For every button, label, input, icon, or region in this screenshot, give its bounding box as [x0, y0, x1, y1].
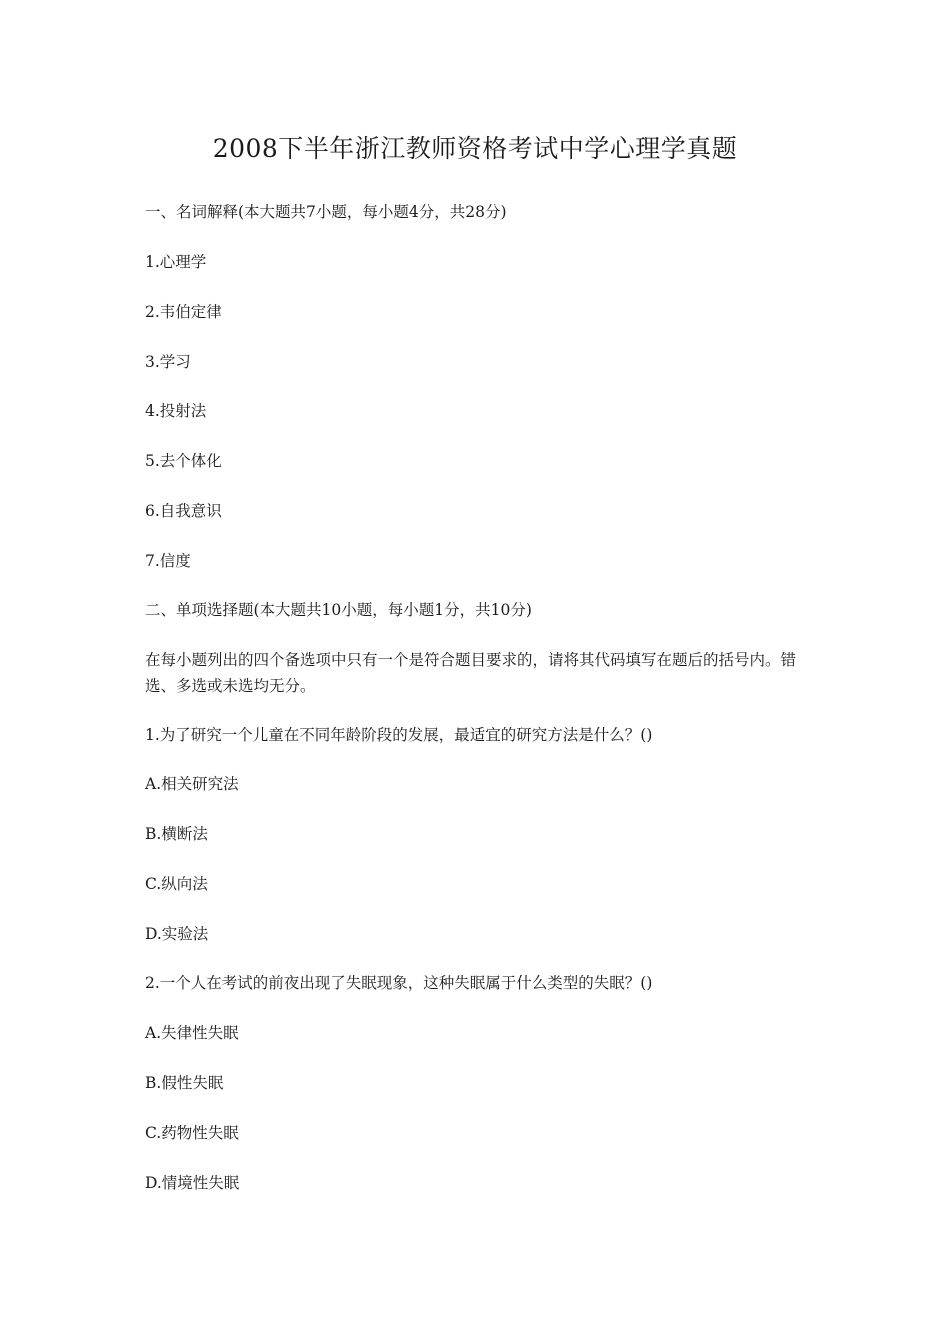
term-item: 1.心理学	[145, 253, 207, 271]
term-item: 6.自我意识	[145, 502, 222, 520]
question-1-option-b: B.横断法	[145, 825, 208, 843]
question-stem-1: 1.为了研究一个儿童在不同年龄阶段的发展，最适宜的研究方法是什么？()	[145, 726, 653, 744]
term-item: 5.去个体化	[145, 452, 222, 470]
section-instruction: 在每小题列出的四个备选项中只有一个是符合题目要求的，请将其代码填写在题后的括号内。错选、多选或未选均无分。	[145, 651, 797, 695]
question-1-option-d: D.实验法	[145, 925, 209, 943]
page-title: 2008下半年浙江教师资格考试中学心理学真题	[212, 134, 738, 163]
question-2-option-c: C.药物性失眠	[145, 1124, 239, 1142]
section-heading-1: 一、名词解释(本大题共7小题，每小题4分，共28分)	[145, 203, 507, 221]
term-item: 7.信度	[145, 552, 191, 570]
term-item: 4.投射法	[145, 402, 207, 420]
question-1-option-c: C.纵向法	[145, 875, 208, 893]
question-stem-2: 2.一个人在考试的前夜出现了失眠现象，这种失眠属于什么类型的失眠？()	[145, 974, 653, 992]
term-item: 2.韦伯定律	[145, 303, 222, 321]
question-2-option-d: D.情境性失眠	[145, 1174, 240, 1192]
question-1-option-a: A.相关研究法	[145, 775, 239, 793]
question-2-option-b: B.假性失眠	[145, 1074, 224, 1092]
section-heading-2: 二、单项选择题(本大题共10小题，每小题1分，共10分)	[145, 601, 532, 619]
term-item: 3.学习	[145, 353, 191, 371]
question-2-option-a: A.失律性失眠	[145, 1024, 239, 1042]
